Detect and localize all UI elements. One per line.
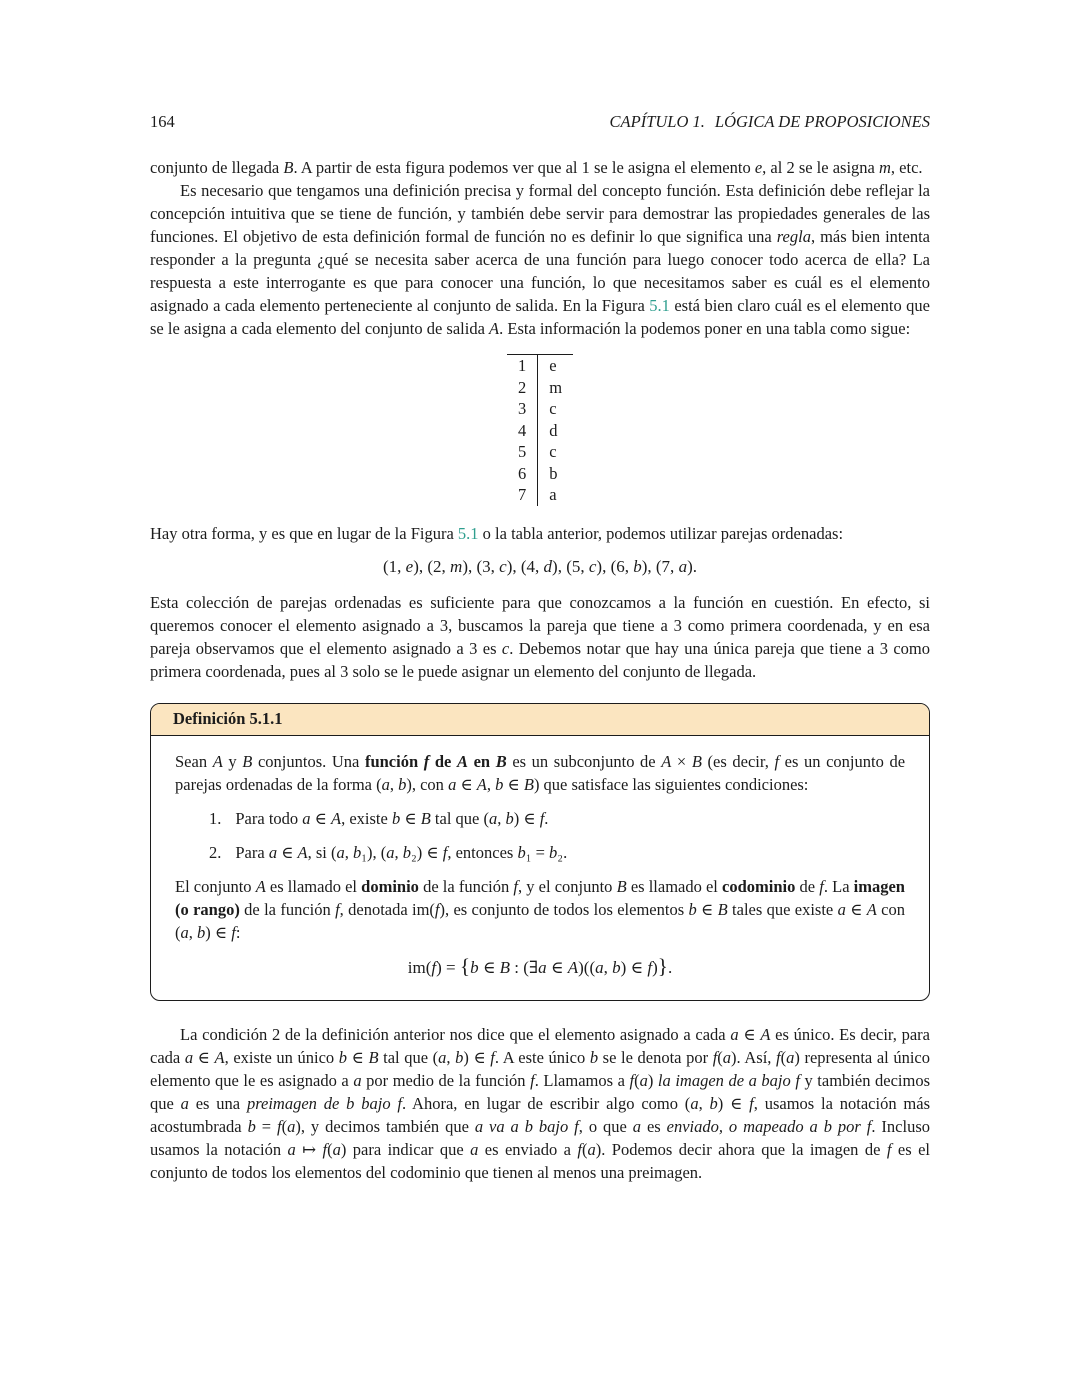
text-segment: Para bbox=[235, 842, 269, 862]
text-segment: f bbox=[774, 751, 780, 771]
text-segment: a bbox=[690, 1093, 699, 1113]
text-segment: b bbox=[247, 1116, 256, 1136]
text-segment: a bbox=[386, 842, 395, 862]
text-segment: ), (2, bbox=[413, 556, 451, 576]
text-segment: , o que bbox=[578, 1116, 633, 1136]
text-segment: . bbox=[563, 842, 568, 862]
text-segment: a bbox=[353, 1070, 362, 1090]
table-cell-input: 7 bbox=[507, 484, 538, 506]
text-segment: b bbox=[402, 842, 412, 862]
text-segment: es llamado el bbox=[626, 876, 723, 896]
text-segment: , más bien intenta responder a la pregunta ¿qué se necesita saber acerca de una función para luego conocer todo acerca de ella? La respuesta a este interrogante es que para conocer una función, lo que necesitamos saber es cuál es el elemento asignado a cada elemento perteneciente al conjunto de salida. En la Figura bbox=[150, 227, 930, 315]
table-cell-output: c bbox=[549, 399, 557, 418]
text-segment: de bbox=[434, 751, 452, 771]
text-segment: f bbox=[277, 1116, 282, 1136]
ordered-pairs-equation bbox=[150, 555, 930, 579]
text-segment: ₂ bbox=[557, 842, 564, 862]
table-row bbox=[507, 377, 573, 399]
condition-item-2 bbox=[209, 841, 905, 864]
text-segment: f bbox=[322, 1139, 328, 1159]
paragraph-continuation bbox=[150, 156, 930, 179]
text-segment: a bbox=[302, 808, 311, 828]
text-segment: b bbox=[398, 774, 407, 794]
text-segment: (es decir, bbox=[701, 751, 775, 771]
text-segment: . bbox=[544, 808, 549, 828]
text-segment: b bbox=[470, 957, 479, 977]
text-segment: ), (6, bbox=[596, 556, 634, 576]
text-segment: A bbox=[489, 319, 500, 338]
text-segment: a bbox=[678, 556, 688, 576]
text-segment: B bbox=[368, 1047, 379, 1067]
text-segment: a bbox=[587, 1139, 596, 1159]
text-segment: c bbox=[499, 556, 507, 576]
text-segment: , si ( bbox=[307, 842, 337, 862]
text-segment: f bbox=[577, 1139, 582, 1159]
text-segment: ), y decimos también que bbox=[295, 1116, 475, 1136]
text-segment: ), con bbox=[406, 774, 449, 794]
text-segment: , denotada im( bbox=[339, 899, 435, 919]
text-segment: ) bbox=[652, 957, 658, 977]
text-segment: f bbox=[886, 1139, 892, 1159]
table-cell-output: a bbox=[549, 485, 557, 504]
text-segment: B bbox=[242, 751, 253, 771]
table-cell-output: m bbox=[549, 377, 563, 397]
text-segment: a bbox=[595, 957, 604, 977]
text-segment: con ( bbox=[175, 899, 906, 942]
page-number: 164 bbox=[150, 112, 175, 131]
text-segment: es enviado a bbox=[478, 1139, 578, 1159]
table-cell-input: 4 bbox=[507, 420, 538, 442]
text-segment: f bbox=[513, 876, 518, 896]
table-cell-output: d bbox=[549, 420, 558, 440]
condition-text bbox=[235, 843, 567, 862]
text-segment: , bbox=[486, 774, 496, 794]
text-segment: es bbox=[641, 1116, 667, 1136]
text-segment: , bbox=[188, 922, 197, 942]
text-segment: B bbox=[283, 158, 294, 177]
paragraph-formal-definition bbox=[150, 179, 930, 340]
condition-number: 1. bbox=[209, 808, 222, 828]
text-segment: . Esta información la podemos poner en una tabla como sigue: bbox=[499, 319, 911, 338]
text-segment: f bbox=[712, 1047, 718, 1067]
text-segment: B bbox=[691, 751, 702, 771]
text-segment: ). bbox=[687, 556, 697, 576]
text-segment: ∈ bbox=[277, 842, 298, 862]
text-segment: A bbox=[760, 1024, 771, 1044]
text-segment: B bbox=[523, 774, 534, 794]
condition-text bbox=[235, 809, 548, 828]
text-segment: está bien claro cuál es el elemento que se le asigna a cada elemento del conjunto de salida bbox=[150, 296, 930, 338]
text-segment: a bbox=[786, 1047, 795, 1067]
text-segment: B bbox=[717, 899, 728, 919]
text-segment: . bbox=[667, 957, 673, 977]
text-segment: ( bbox=[717, 1047, 723, 1067]
text-segment: a bbox=[381, 774, 390, 794]
text-segment: ) = bbox=[436, 957, 460, 977]
text-segment: ( bbox=[327, 1139, 333, 1159]
text-segment: f bbox=[776, 1047, 781, 1067]
text-segment: y también decimos que bbox=[150, 1070, 930, 1113]
text-segment: = bbox=[255, 1116, 277, 1136]
text-segment: ↦ bbox=[295, 1139, 323, 1159]
text-segment: ) representa al único elemento que le es asignado a bbox=[150, 1047, 931, 1090]
text-segment: a bbox=[287, 1139, 296, 1159]
text-segment: b bbox=[612, 957, 621, 977]
text-segment: d bbox=[543, 556, 553, 576]
text-segment: : (∃ bbox=[510, 957, 539, 977]
text-segment: ), (7, bbox=[641, 556, 679, 576]
text-segment: f bbox=[434, 899, 440, 919]
text-segment: tales que existe bbox=[727, 899, 838, 919]
text-segment: de bbox=[795, 876, 820, 896]
definition-box bbox=[150, 703, 930, 1001]
text-segment: a bbox=[488, 808, 498, 828]
text-segment: . A partir de esta figura podemos ver que al 1 se le asigna el elemento bbox=[293, 158, 755, 177]
text-segment: c bbox=[501, 638, 510, 658]
text-segment: b bbox=[633, 556, 642, 576]
text-segment: , bbox=[698, 1093, 710, 1113]
text-segment: )(( bbox=[578, 957, 596, 977]
text-segment: ) que satisface las siguientes condiciones: bbox=[533, 774, 809, 794]
table-cell-input: 6 bbox=[507, 463, 538, 485]
text-segment: , bbox=[394, 842, 403, 862]
text-segment: c bbox=[588, 556, 597, 576]
text-segment: ) para indicar que bbox=[340, 1139, 471, 1159]
text-segment: , bbox=[603, 957, 613, 977]
table-row bbox=[507, 355, 573, 377]
definition-terminology bbox=[175, 875, 905, 944]
text-segment: o la tabla anterior, podemos utilizar parejas ordenadas: bbox=[478, 523, 844, 543]
table-cell-output: b bbox=[549, 463, 558, 483]
text-segment: ₁ bbox=[525, 842, 532, 862]
text-segment: y bbox=[222, 751, 243, 771]
text-segment: . Incluso usamos la notación bbox=[150, 1116, 930, 1159]
text-segment: ∈ bbox=[738, 1024, 761, 1044]
text-segment: ∈ bbox=[845, 899, 867, 919]
text-segment: a bbox=[287, 1116, 296, 1136]
text-segment: a bbox=[538, 957, 547, 977]
text-segment: , bbox=[497, 808, 506, 828]
text-segment: ) ∈ bbox=[620, 957, 648, 977]
text-segment: e bbox=[405, 556, 414, 576]
text-segment: A bbox=[456, 751, 468, 771]
text-segment: . Llamamos a bbox=[534, 1070, 630, 1090]
text-segment: A bbox=[866, 899, 877, 919]
text-segment: codominio bbox=[722, 876, 796, 896]
text-segment: , al 2 se le asigna bbox=[762, 158, 879, 177]
text-segment: , existe bbox=[341, 808, 392, 828]
text-segment: b bbox=[353, 842, 362, 862]
text-segment: . A este único bbox=[494, 1047, 590, 1067]
text-segment: = bbox=[531, 842, 550, 862]
text-segment: El conjunto bbox=[175, 876, 256, 896]
text-segment: Es necesario que tengamos una definición precisa y formal del concepto función. Esta definición debe reflejar la concepción intuitiva que se tiene de función, y también debe servir para demostrar las propiedades generales de las funciones. El objetivo de esta definición formal de función no es definir lo que significa una bbox=[150, 181, 930, 246]
text-segment: ∈ bbox=[478, 957, 500, 977]
text-segment: Sean bbox=[175, 751, 213, 771]
text-segment: ∈ bbox=[400, 808, 421, 828]
text-segment: (1, bbox=[383, 556, 406, 576]
text-segment: A bbox=[297, 842, 308, 862]
table-row bbox=[507, 484, 573, 506]
text-segment: ), (4, bbox=[506, 556, 544, 576]
text-segment: preimagen de b bajo f bbox=[246, 1093, 402, 1113]
text-segment: a bbox=[837, 899, 846, 919]
assignment-table bbox=[507, 354, 573, 506]
text-segment: ) ∈ bbox=[416, 842, 443, 862]
text-segment: , usamos la notación más acostumbrada bbox=[150, 1093, 930, 1136]
text-segment: a bbox=[268, 842, 278, 862]
text-segment: a bbox=[722, 1047, 732, 1067]
text-segment: ), ( bbox=[367, 842, 387, 862]
text-segment: , bbox=[446, 1047, 456, 1067]
text-segment: imagen (o rango) bbox=[175, 876, 905, 919]
text-segment: f bbox=[647, 957, 653, 977]
text-segment: A bbox=[661, 751, 672, 771]
text-segment: a bbox=[448, 774, 457, 794]
text-segment: ) ∈ bbox=[463, 1047, 491, 1067]
text-segment: ). Podemos decir ahora que la imagen de bbox=[595, 1139, 887, 1159]
text-segment: a bbox=[730, 1024, 739, 1044]
text-segment: b bbox=[495, 774, 504, 794]
text-segment: f bbox=[490, 1047, 495, 1067]
text-segment: ∈ bbox=[347, 1047, 369, 1067]
text-segment: b bbox=[338, 1047, 348, 1067]
text-segment: , entonces bbox=[447, 842, 518, 862]
text-segment: conjunto de llegada bbox=[150, 158, 284, 177]
text-segment: ₁ bbox=[361, 842, 368, 862]
text-segment: regla bbox=[776, 227, 811, 246]
paragraph-other-form bbox=[150, 522, 930, 545]
condition-item-1 bbox=[209, 807, 905, 830]
text-segment: f bbox=[423, 751, 430, 771]
text-segment: A bbox=[212, 751, 223, 771]
text-segment: dominio bbox=[361, 876, 419, 896]
text-segment: ). Así, bbox=[731, 1047, 777, 1067]
text-segment: a bbox=[332, 1139, 341, 1159]
text-segment: se le denota por bbox=[598, 1047, 713, 1067]
text-segment: b bbox=[455, 1047, 464, 1067]
text-segment: } bbox=[657, 953, 668, 978]
text-segment: , etc. bbox=[890, 158, 923, 177]
text-segment: ( bbox=[281, 1116, 288, 1136]
text-segment: f bbox=[442, 842, 448, 862]
text-segment: b bbox=[589, 1047, 599, 1067]
text-segment: ) ∈ bbox=[513, 808, 540, 828]
text-segment: ), es conjunto de todos los elementos bbox=[439, 899, 689, 919]
text-segment: f bbox=[749, 1093, 754, 1113]
text-segment: a bbox=[438, 1047, 447, 1067]
text-segment: ∈ bbox=[546, 957, 568, 977]
text-segment: tal que ( bbox=[378, 1047, 439, 1067]
text-segment: b bbox=[709, 1093, 718, 1113]
text-segment: ), (5, bbox=[552, 556, 589, 576]
figure-ref-link[interactable]: 5.1 bbox=[457, 523, 479, 543]
text-segment: b bbox=[688, 899, 697, 919]
text-segment: f bbox=[231, 922, 236, 942]
text-segment: f bbox=[431, 957, 437, 977]
text-segment: ₂ bbox=[411, 842, 417, 862]
text-segment: , y el conjunto bbox=[517, 876, 617, 896]
table-cell-input: 2 bbox=[507, 377, 538, 399]
definition-box-body bbox=[151, 736, 929, 1000]
text-segment: ∈ bbox=[696, 899, 718, 919]
text-segment: ( bbox=[582, 1139, 588, 1159]
text-segment: a bbox=[180, 922, 189, 942]
text-segment: A bbox=[255, 876, 266, 896]
text-segment: × bbox=[671, 751, 692, 771]
text-segment: a bbox=[184, 1047, 194, 1067]
condition-number: 2. bbox=[209, 842, 222, 862]
text-segment: de la función bbox=[418, 876, 514, 896]
text-segment: función bbox=[364, 751, 419, 771]
text-segment: m bbox=[879, 158, 891, 177]
text-segment: b bbox=[391, 808, 401, 828]
image-equation bbox=[175, 953, 905, 980]
text-segment: { bbox=[459, 953, 471, 978]
text-segment: Hay otra forma, y es que en lugar de la Figura bbox=[150, 523, 458, 543]
text-segment: ) ∈ bbox=[205, 922, 232, 942]
text-segment: b bbox=[197, 922, 206, 942]
text-segment: , existe un único bbox=[224, 1047, 339, 1067]
table-row bbox=[507, 441, 573, 463]
text-segment: ) bbox=[647, 1070, 658, 1090]
table-row bbox=[507, 463, 573, 485]
text-segment: ∈ bbox=[193, 1047, 215, 1067]
table-row bbox=[507, 398, 573, 420]
text-segment: conjuntos. Una bbox=[252, 751, 365, 771]
text-segment: A bbox=[214, 1047, 225, 1067]
text-segment: ), (3, bbox=[462, 556, 500, 576]
table-cell-output: e bbox=[549, 356, 557, 375]
text-segment: es un subconjunto de bbox=[506, 751, 662, 771]
text-segment: A bbox=[567, 957, 579, 977]
text-segment: f bbox=[335, 899, 340, 919]
text-segment: b bbox=[517, 842, 526, 862]
text-segment: ∈ bbox=[503, 774, 524, 794]
text-segment: la imagen de a bajo f bbox=[657, 1070, 800, 1090]
text-segment: . Ahora, en lugar de escribir algo como ( bbox=[402, 1093, 691, 1113]
text-segment: A bbox=[476, 774, 487, 794]
table-cell-output: c bbox=[549, 442, 557, 461]
chapter-number: CAPÍTULO 1. bbox=[609, 112, 705, 131]
text-segment: es una bbox=[188, 1093, 247, 1113]
text-segment: ( bbox=[780, 1047, 787, 1067]
text-segment: es llamado el bbox=[265, 876, 362, 896]
text-segment: a bbox=[180, 1093, 189, 1113]
text-segment: es el conjunto de todos los elementos del codominio que tienen al menos una preimagen. bbox=[150, 1139, 930, 1182]
text-segment: B bbox=[616, 876, 627, 896]
text-segment: a bbox=[639, 1070, 648, 1090]
text-segment: a bbox=[470, 1139, 479, 1159]
text-segment: de la función bbox=[239, 899, 336, 919]
definition-box-title: Definición 5.1.1 bbox=[151, 704, 929, 736]
text-segment: ( bbox=[634, 1070, 640, 1090]
text-segment: f bbox=[530, 1070, 535, 1090]
text-segment: A bbox=[331, 808, 342, 828]
definition-statement bbox=[175, 750, 905, 796]
text-segment: a bbox=[336, 842, 345, 862]
text-segment: ) ∈ bbox=[717, 1093, 750, 1113]
paragraph-uniqueness bbox=[150, 1023, 930, 1184]
text-segment: , bbox=[389, 774, 399, 794]
text-segment: es un conjunto de parejas ordenadas de la forma ( bbox=[175, 751, 906, 794]
table-row bbox=[507, 420, 573, 442]
text-segment: es único. Es decir, para cada bbox=[150, 1024, 931, 1067]
text-segment: Para todo bbox=[235, 808, 303, 828]
text-segment: B bbox=[499, 957, 511, 977]
text-segment: a va a b bajo f bbox=[474, 1116, 579, 1136]
table-cell-input: 3 bbox=[507, 398, 538, 420]
text-segment: B bbox=[420, 808, 431, 828]
text-segment: enviado, o mapeado a b por f bbox=[666, 1116, 872, 1136]
text-segment: ∈ bbox=[310, 808, 331, 828]
text-segment: f bbox=[539, 808, 545, 828]
text-segment: . La bbox=[823, 876, 854, 896]
text-segment: ∈ bbox=[456, 774, 477, 794]
text-segment: a bbox=[632, 1116, 642, 1136]
text-segment: . Debemos notar que hay una única pareja que tiene a 3 como primera coordenada, pues al 3 solo se le puede asignar un elemento del conjunto de llegada. bbox=[150, 638, 931, 681]
figure-ref-link[interactable]: 5.1 bbox=[649, 296, 670, 315]
table-cell-input: 5 bbox=[507, 441, 538, 463]
text-segment: , bbox=[344, 842, 354, 862]
text-segment: Esta colección de parejas ordenadas es suficiente para que conozcamos a la función en cuestión. En efecto, si queremos conocer el elemento asignado a 3, buscamos la pareja que tiene a 3 como primera coordenada, y en esa pareja observamos que el elemento asignado a 3 es bbox=[150, 592, 930, 658]
text-segment: en bbox=[473, 751, 491, 771]
text-segment: : bbox=[235, 922, 241, 942]
text-segment: La condición 2 de la definición anterior nos dice que el elemento asignado a cada bbox=[180, 1024, 731, 1044]
paragraph-collection bbox=[150, 591, 930, 683]
chapter-header bbox=[610, 112, 930, 132]
text-segment: f bbox=[819, 876, 824, 896]
text-segment: im( bbox=[407, 957, 432, 977]
text-segment: e bbox=[754, 158, 763, 177]
text-segment: B bbox=[495, 751, 507, 771]
text-segment: b bbox=[549, 842, 558, 862]
text-segment: m bbox=[450, 556, 463, 576]
text-segment: por medio de la función bbox=[361, 1070, 531, 1090]
running-head bbox=[150, 112, 930, 132]
table-cell-input: 1 bbox=[507, 355, 538, 377]
chapter-title: LÓGICA DE PROPOSICIONES bbox=[714, 112, 930, 131]
text-segment: b bbox=[505, 808, 514, 828]
text-segment: f bbox=[629, 1070, 635, 1090]
text-segment: tal que ( bbox=[430, 808, 489, 828]
